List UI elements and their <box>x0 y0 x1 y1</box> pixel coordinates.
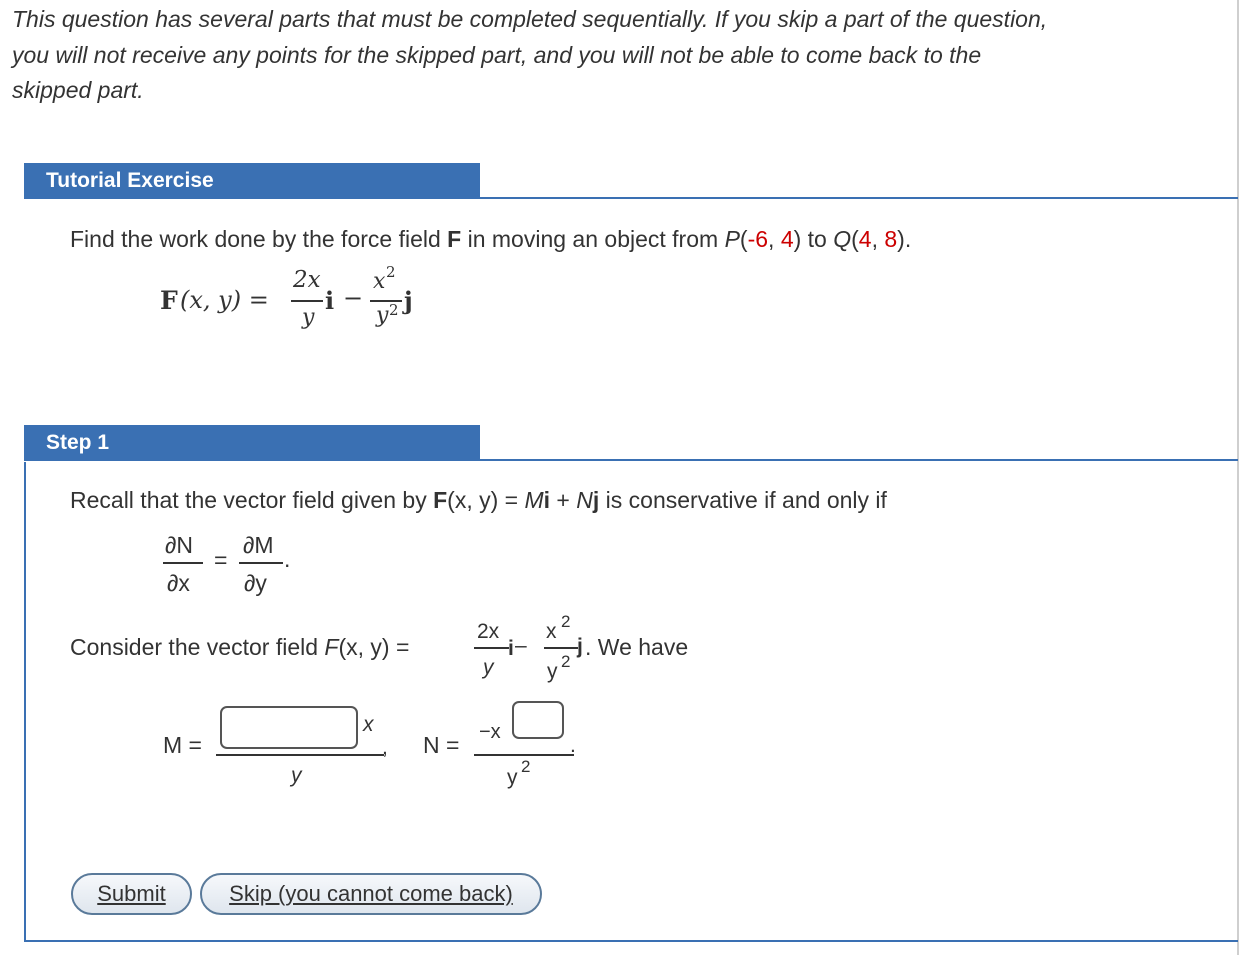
formula-numerator-2-exp: 2 <box>386 263 396 281</box>
cond-denominator-right: ∂y <box>244 570 267 596</box>
formula-denominator-2-exp: 2 <box>389 301 399 319</box>
m-label: M = <box>163 732 202 758</box>
tutorial-exercise-header <box>24 163 480 199</box>
consider-we-have: . We have <box>585 634 689 660</box>
question-text <box>70 226 911 253</box>
question-text-part: Find the work done by the force field <box>70 226 448 252</box>
force-field-symbol: F <box>447 226 462 252</box>
point-q-label: Q <box>833 226 852 252</box>
cond-period: . <box>284 546 291 572</box>
point-p-x: -6 <box>747 226 769 252</box>
consider-numerator-1: 2x <box>477 620 500 643</box>
consider-numerator-2-exp: 2 <box>561 612 571 631</box>
formula-args: (x, y) = <box>180 286 269 314</box>
recall-text <box>70 487 887 514</box>
tutorial-exercise-title: Tutorial Exercise <box>46 169 214 192</box>
formula-i-vector: i <box>325 286 335 315</box>
n-denominator: y <box>507 766 518 789</box>
formula-frac-line-1 <box>291 300 323 302</box>
cond-equals: = <box>214 547 228 573</box>
skip-button[interactable] <box>200 873 542 915</box>
m-frac-line <box>216 754 384 756</box>
recall-j: j <box>592 487 600 513</box>
consider-statement <box>70 610 770 690</box>
m-numerator-x: x <box>363 713 374 736</box>
consider-j: j <box>577 635 583 658</box>
point-q-y: 8 <box>884 226 898 252</box>
comma: , <box>871 226 885 252</box>
consider-minus: – <box>515 634 527 657</box>
question-text-part: ) to <box>793 226 834 252</box>
formula-denominator-2: y <box>376 303 389 328</box>
point-p-label: P <box>724 226 740 252</box>
step-1-header-rule <box>24 459 1238 461</box>
skip-button-label: Skip (you cannot come back) <box>229 881 513 906</box>
m-denominator: y <box>291 764 302 787</box>
point-p-y: 4 <box>780 226 794 252</box>
point-q-x: 4 <box>858 226 872 252</box>
n-label: N = <box>423 732 460 758</box>
paren: ( <box>851 226 859 252</box>
consider-args: (x, y) = <box>338 634 410 660</box>
paren: ( <box>739 226 748 252</box>
tutorial-header-rule <box>24 197 1238 199</box>
question-text-part: in moving an object from <box>461 226 725 252</box>
n-denominator-exp: 2 <box>521 757 531 776</box>
formula-F: F <box>160 286 178 315</box>
question-text-part: ). <box>897 226 912 252</box>
consider-frac-line-2 <box>544 647 578 649</box>
cond-denominator-left: ∂x <box>167 570 190 596</box>
n-expression <box>420 700 590 795</box>
force-field-formula <box>160 263 460 350</box>
consider-denominator-2: y <box>547 660 558 683</box>
n-period: . <box>570 734 576 757</box>
consider-denominator-1: y <box>483 656 494 679</box>
consider-numerator-2: x <box>546 620 557 643</box>
formula-minus: − <box>343 284 364 312</box>
formula-denominator-1: y <box>302 305 315 330</box>
recall-M: M <box>524 487 544 513</box>
cond-numerator-left: ∂N <box>165 532 193 558</box>
instructions-text <box>12 2 1222 109</box>
m-answer-input[interactable] <box>220 706 358 749</box>
instructions-line-1: This question has several parts that must be completed sequentially. If you skip a part of the question, <box>12 6 1048 32</box>
recall-i: i <box>543 487 551 513</box>
m-expression <box>160 700 400 795</box>
consider-text-part: Consider the vector field <box>70 634 325 660</box>
step-1-title: Step 1 <box>46 431 110 454</box>
recall-args: (x, y) = <box>447 487 525 513</box>
step-1-header <box>24 425 480 461</box>
recall-plus: + <box>550 487 577 513</box>
n-numerator-neg-x: −x <box>479 721 501 743</box>
recall-F: F <box>433 487 448 513</box>
consider-i: i <box>508 637 514 660</box>
n-frac-line <box>474 754 574 756</box>
consider-text <box>70 634 409 661</box>
cond-numerator-right: ∂M <box>243 532 274 558</box>
recall-N: N <box>576 487 593 513</box>
formula-numerator-1: 2x <box>293 267 321 293</box>
consider-denominator-2-exp: 2 <box>561 652 571 671</box>
cond-frac-line-right <box>239 562 283 564</box>
n-answer-input[interactable] <box>512 701 564 739</box>
formula-j-vector: j <box>404 286 413 315</box>
recall-text-part: is conservative if and only if <box>599 487 887 513</box>
cond-frac-line-left <box>163 562 203 564</box>
instructions-line-3: skipped part. <box>12 77 144 103</box>
formula-numerator-2: x <box>373 269 386 294</box>
submit-button-label: Submit <box>97 881 166 906</box>
m-comma: , <box>382 736 388 759</box>
submit-button[interactable] <box>71 873 192 915</box>
consider-F: F <box>324 634 339 660</box>
conservative-condition <box>160 530 300 600</box>
consider-frac-line-1 <box>474 647 509 649</box>
recall-text-part: Recall that the vector field given by <box>70 487 434 513</box>
instructions-line-2: you will not receive any points for the skipped part, and you will not be able to come back to the <box>12 41 982 68</box>
comma: , <box>768 226 781 252</box>
